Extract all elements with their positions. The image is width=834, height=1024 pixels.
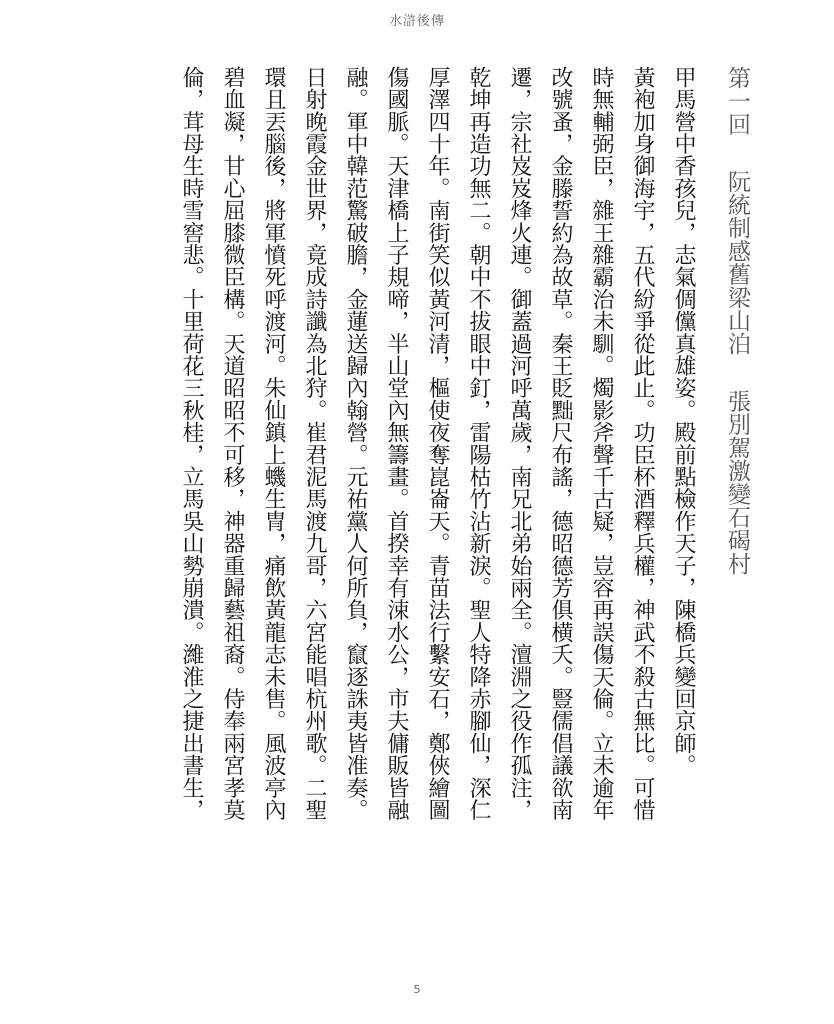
- text-column: 時無輔弼臣，雜王雜霸治未馴。燭影斧聲千古疑，豈容再誤傷天倫。立未逾年: [589, 66, 614, 821]
- running-head: 水滸後傳: [388, 14, 445, 29]
- page-body: [165, 66, 752, 821]
- text-column: 甲馬營中香孩兒，志氣倜儻真雄姿。殿前點檢作天子，陳橋兵變回京師。: [671, 66, 696, 777]
- text-column: 日射晚霞金世界，竟成詩讖為北狩。崔君泥馬渡九哥，六宮能唱杭州歌。二聖: [302, 66, 327, 821]
- text-column: 傷國脈。天津橋上子規啼，半山堂內無籌畫。首揆幸有涑水公，市夫傭販皆融: [384, 66, 409, 821]
- text-column: 遷，宗社岌岌烽火連。御蓋過河呼萬歲，南兄北弟始兩全。澶淵之役作孤注，: [507, 66, 532, 821]
- text-column: 環且丟腦後，將軍憤死呼渡河。朱仙鎮上蟣生冑，痛飲黃龍志未售。風波亭內: [261, 66, 286, 821]
- text-column: 融。軍中韓范驚破膽，金蓮送歸內翰營。元祐黨人何所負，竄逐誅夷皆准奏。: [343, 66, 368, 821]
- chapter-title-part2: 張別駕激變石碣村: [724, 389, 750, 575]
- text-column: 厚澤四十年。南街笑似黃河清，樞使夜奪崑崙天。青苗法行繫安石，鄭俠繪圖: [425, 66, 450, 821]
- text-column: 倫，茸母生時雪窖悲。十里荷花三秋桂，立馬吳山勢崩潰。濰淮之捷出書生，: [179, 66, 204, 821]
- text-column: 改號蚤，金滕誓約為故草。秦王貶黜尺布謠，德昭德芳俱横夭。豎儒倡議欲南: [548, 66, 573, 821]
- chapter-title-part1: 阮統制感舊梁山泊: [724, 169, 750, 356]
- text-column: 黃袍加身御海宇，五代紛爭從此止。功臣杯酒釋兵權，神武不殺古無比。可惜: [630, 66, 655, 821]
- page-number: 5: [413, 983, 421, 996]
- text-column: 乾坤再造功無二。朝中不拔眼中釘，雷陽枯竹沾新淚。聖人特降赤腳仙，深仁: [466, 66, 491, 821]
- chapter-number: 第一回: [724, 66, 750, 136]
- chapter-title: [722, 66, 752, 575]
- text-column: 碧血凝，甘心屈膝微臣構。天道昭昭不可移，神器重歸藝祖裔。侍奉兩宮孝莫: [220, 66, 245, 821]
